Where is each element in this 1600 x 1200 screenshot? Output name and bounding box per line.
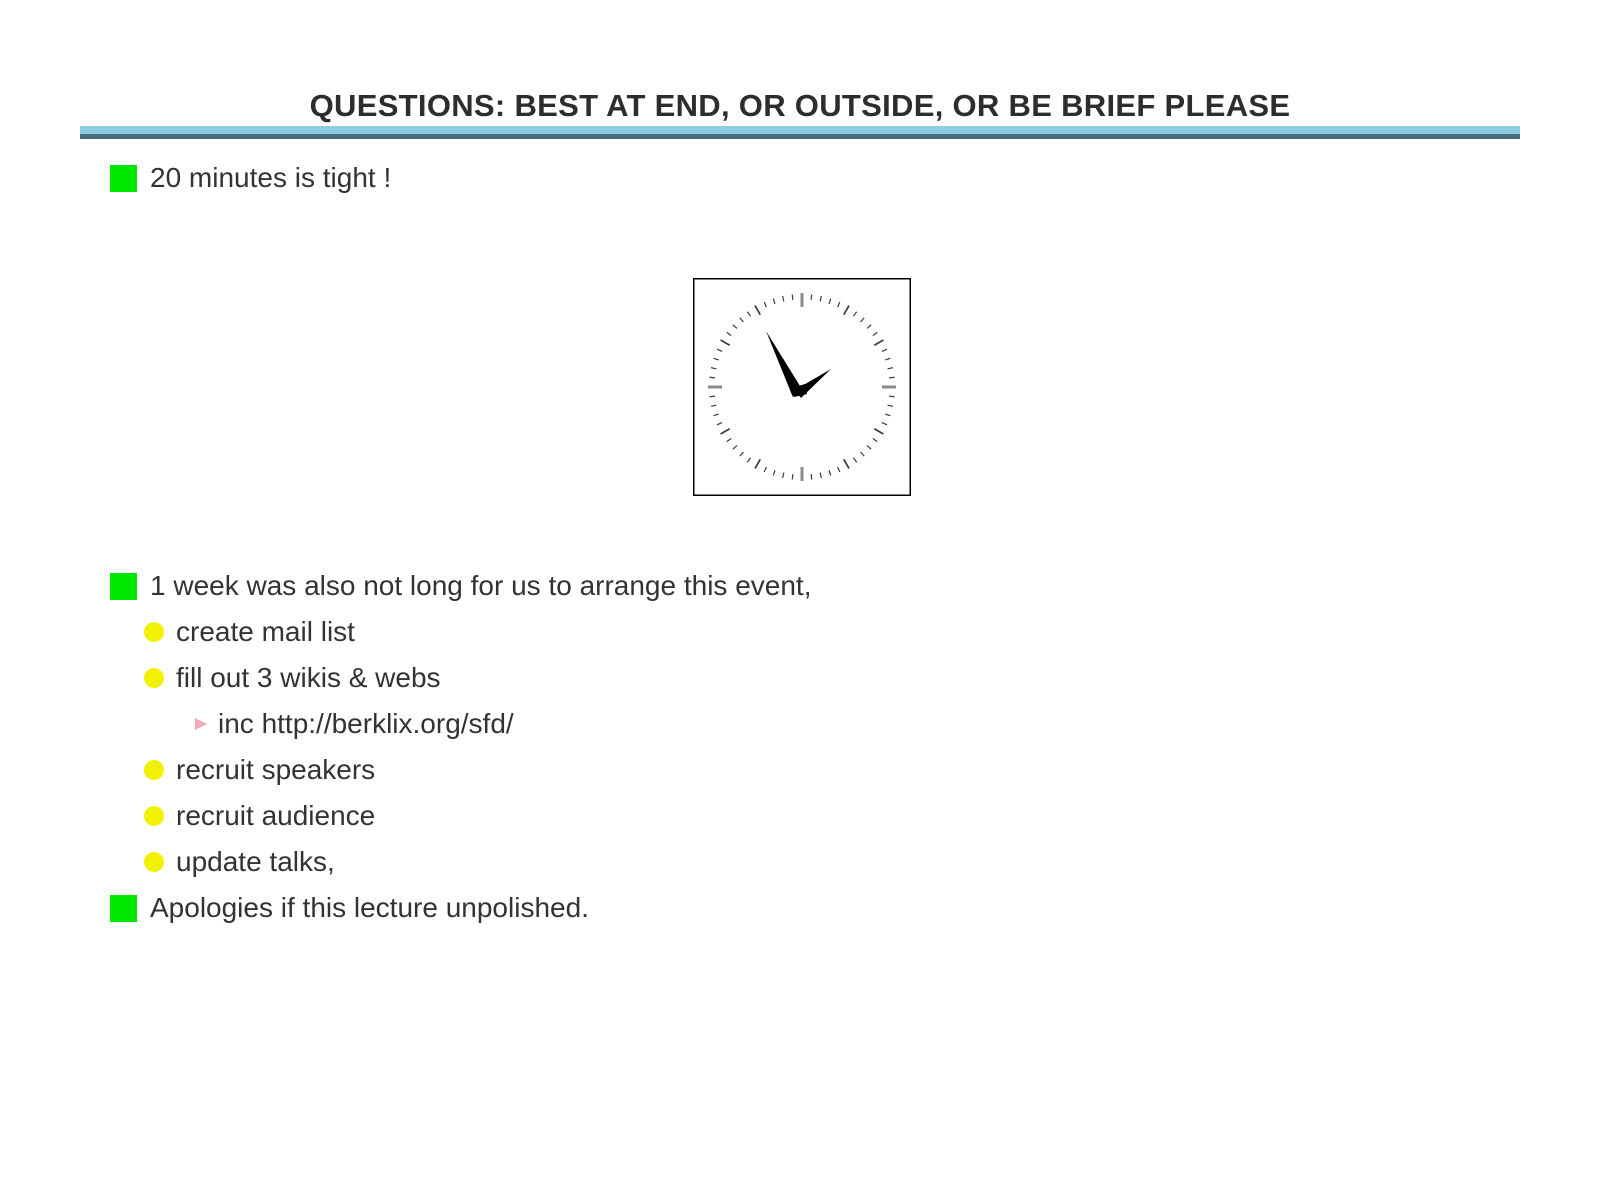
bullet-item <box>110 655 812 701</box>
bullet-item <box>110 793 812 839</box>
bullet-item <box>110 701 812 747</box>
circle-bullet-icon <box>144 852 164 872</box>
bullet-text: recruit audience <box>176 800 376 831</box>
square-bullet-icon <box>110 895 137 922</box>
bullet-text: fill out 3 wikis & webs <box>176 662 441 693</box>
circle-bullet-icon <box>144 806 164 826</box>
triangle-bullet-icon <box>195 718 207 730</box>
bullet-text: create mail list <box>176 616 355 647</box>
clock-image <box>693 278 911 496</box>
title-divider <box>80 126 1520 139</box>
title-divider-dark-band <box>80 134 1520 139</box>
bullet-item <box>110 563 812 609</box>
bullet-item <box>110 747 812 793</box>
title-divider-light-band <box>80 126 1520 134</box>
circle-bullet-icon <box>144 622 164 642</box>
bullet-item <box>110 839 812 885</box>
page-title: QUESTIONS: BEST AT END, OR OUTSIDE, OR BE BRIEF PLEASE <box>309 88 1291 123</box>
circle-bullet-icon <box>144 668 164 688</box>
bullet-item <box>110 609 812 655</box>
bullet-list <box>110 563 812 931</box>
bullet-text: recruit speakers <box>176 754 376 785</box>
bullet-text: update talks, <box>176 846 335 877</box>
square-bullet-icon <box>110 573 137 600</box>
bullet-item <box>110 164 391 192</box>
bullet-item <box>110 885 812 931</box>
square-bullet-icon <box>110 165 137 192</box>
bullet-text: 20 minutes is tight ! <box>150 162 392 193</box>
bullet-text: inc http://berklix.org/sfd/ <box>218 708 514 739</box>
bullet-text: 1 week was also not long for us to arrange this event, <box>150 570 812 601</box>
circle-bullet-icon <box>144 760 164 780</box>
bullet-text: Apologies if this lecture unpolished. <box>150 892 589 923</box>
